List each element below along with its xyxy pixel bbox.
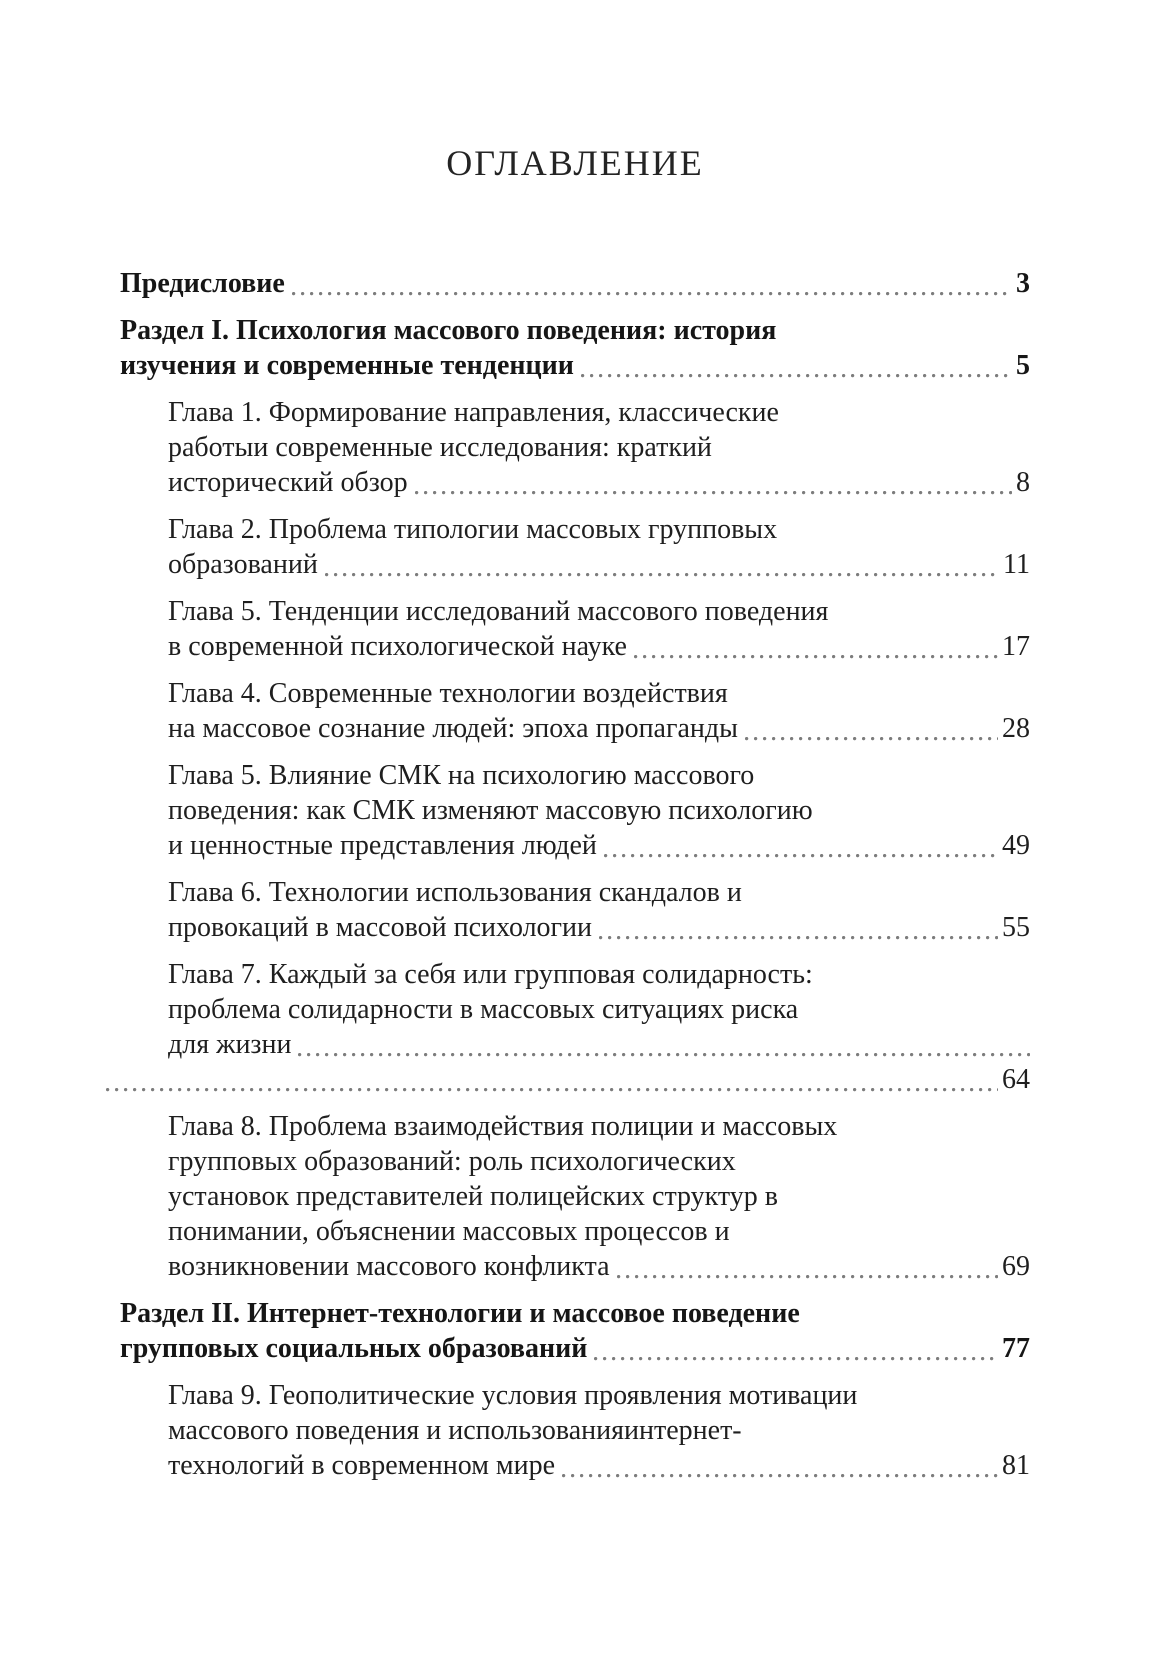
- toc-entry-line: [120, 1331, 1030, 1366]
- page-number: 49: [1002, 830, 1030, 861]
- toc-entry-line: [168, 629, 1030, 664]
- toc-entry-text: образований: [168, 549, 318, 580]
- page-number: 81: [1002, 1450, 1030, 1481]
- page-number: 55: [1002, 912, 1030, 943]
- toc-entry: [168, 676, 1030, 746]
- page-number: 77: [1002, 1333, 1030, 1364]
- toc-entry-line: установок представителей полицейских структур в: [168, 1181, 778, 1212]
- toc-entry-line: Глава 5. Влияние СМК на психологию массового: [168, 760, 755, 791]
- page-number: 11: [1003, 549, 1030, 580]
- toc-entry-line: [120, 348, 1030, 383]
- page-number: 5: [1016, 350, 1030, 381]
- toc-entry: [168, 594, 1030, 664]
- dot-leader: [594, 1331, 998, 1366]
- dot-leader: [617, 1249, 998, 1284]
- toc-entry: [168, 512, 1030, 582]
- toc-entry-text: на массовое сознание людей: эпоха пропаганды: [168, 713, 738, 744]
- page-number: 3: [1016, 268, 1030, 299]
- dot-leader: [562, 1448, 998, 1483]
- toc-entry-text: групповых социальных образований: [120, 1333, 588, 1364]
- toc-entry-line: [168, 828, 1030, 863]
- toc-entry-text: в современной психологической науке: [168, 631, 627, 662]
- toc-entry: [168, 395, 1030, 500]
- toc-entry-line: работыи современные исследования: краткий: [168, 432, 712, 463]
- dot-leader: [581, 348, 1012, 383]
- toc-entry-text: для жизни: [168, 1029, 292, 1060]
- toc-entry-line: [168, 910, 1030, 945]
- toc-entry-line: [168, 547, 1030, 582]
- toc-entry-overflow-line: [106, 1062, 1030, 1097]
- toc-entry: [168, 1378, 1030, 1483]
- dot-leader: [292, 266, 1012, 301]
- toc-entry-line: понимании, объяснении массовых процессов и: [168, 1216, 730, 1247]
- toc-entry-text: исторический обзор: [168, 467, 408, 498]
- toc-entry-line: [120, 266, 1030, 301]
- toc-entry-line: Глава 1. Формирование направления, классические: [168, 397, 779, 428]
- toc-entry-line: массового поведения и использованияинтернет-: [168, 1415, 742, 1446]
- toc-entry: [168, 957, 1030, 1097]
- toc-entry-line: Глава 4. Современные технологии воздействия: [168, 678, 728, 709]
- dot-leader: [106, 1062, 998, 1097]
- dot-leader: [745, 711, 998, 746]
- toc-entry-line: Глава 5. Тенденции исследований массового поведения: [168, 596, 829, 627]
- dot-leader: [604, 828, 998, 863]
- toc-entry-text: провокаций в массовой психологии: [168, 912, 593, 943]
- toc-entry: [120, 313, 1030, 383]
- toc-entry-text: возникновении массового конфликта: [168, 1251, 610, 1282]
- toc-entry-text: технологий в современном мире: [168, 1450, 556, 1481]
- toc-entry: [120, 1296, 1030, 1366]
- toc-list: [120, 266, 1030, 1483]
- toc-entry-line: проблема солидарности в массовых ситуациях риска: [168, 994, 799, 1025]
- toc-entry-line: Глава 7. Каждый за себя или групповая солидарность:: [168, 959, 813, 990]
- page-number: 64: [1002, 1064, 1030, 1095]
- dot-leader: [298, 1027, 1030, 1062]
- toc-entry-line: Глава 9. Геополитические условия проявления мотивации: [168, 1380, 858, 1411]
- page-number: 17: [1002, 631, 1030, 662]
- page-number: 28: [1002, 713, 1030, 744]
- page-title: ОГЛАВЛЕНИЕ: [446, 143, 704, 183]
- toc-entry-text: и ценностные представления людей: [168, 830, 597, 861]
- toc-entry-line: [168, 711, 1030, 746]
- toc-entry-line: [168, 1448, 1030, 1483]
- toc-entry-line: [168, 1249, 1030, 1284]
- toc-entry-line: поведения: как СМК изменяют массовую психологию: [168, 795, 813, 826]
- page-number: 8: [1016, 467, 1030, 498]
- toc-entry-line: Раздел II. Интернет-технологии и массовое поведение: [120, 1298, 800, 1329]
- toc-entry: [168, 1109, 1030, 1284]
- dot-leader: [634, 629, 998, 664]
- dot-leader: [599, 910, 998, 945]
- dot-leader: [415, 465, 1012, 500]
- toc-entry-text: Предисловие: [120, 268, 285, 299]
- toc-entry: [120, 266, 1030, 301]
- toc-entry: [168, 875, 1030, 945]
- toc-entry-line: Глава 2. Проблема типологии массовых групповых: [168, 514, 778, 545]
- toc-entry-line: [168, 1027, 1030, 1062]
- toc-entry: [168, 758, 1030, 863]
- toc-entry-line: Глава 6. Технологии использования скандалов и: [168, 877, 742, 908]
- page-number: 69: [1002, 1251, 1030, 1282]
- toc-entry-line: [168, 465, 1030, 500]
- dot-leader: [325, 547, 999, 582]
- toc-entry-text: изучения и современные тенденции: [120, 350, 574, 381]
- toc-entry-line: групповых образований: роль психологических: [168, 1146, 736, 1177]
- toc-entry-line: Глава 8. Проблема взаимодействия полиции и массовых: [168, 1111, 838, 1142]
- toc-entry-line: Раздел I. Психология массового поведения: история: [120, 315, 777, 346]
